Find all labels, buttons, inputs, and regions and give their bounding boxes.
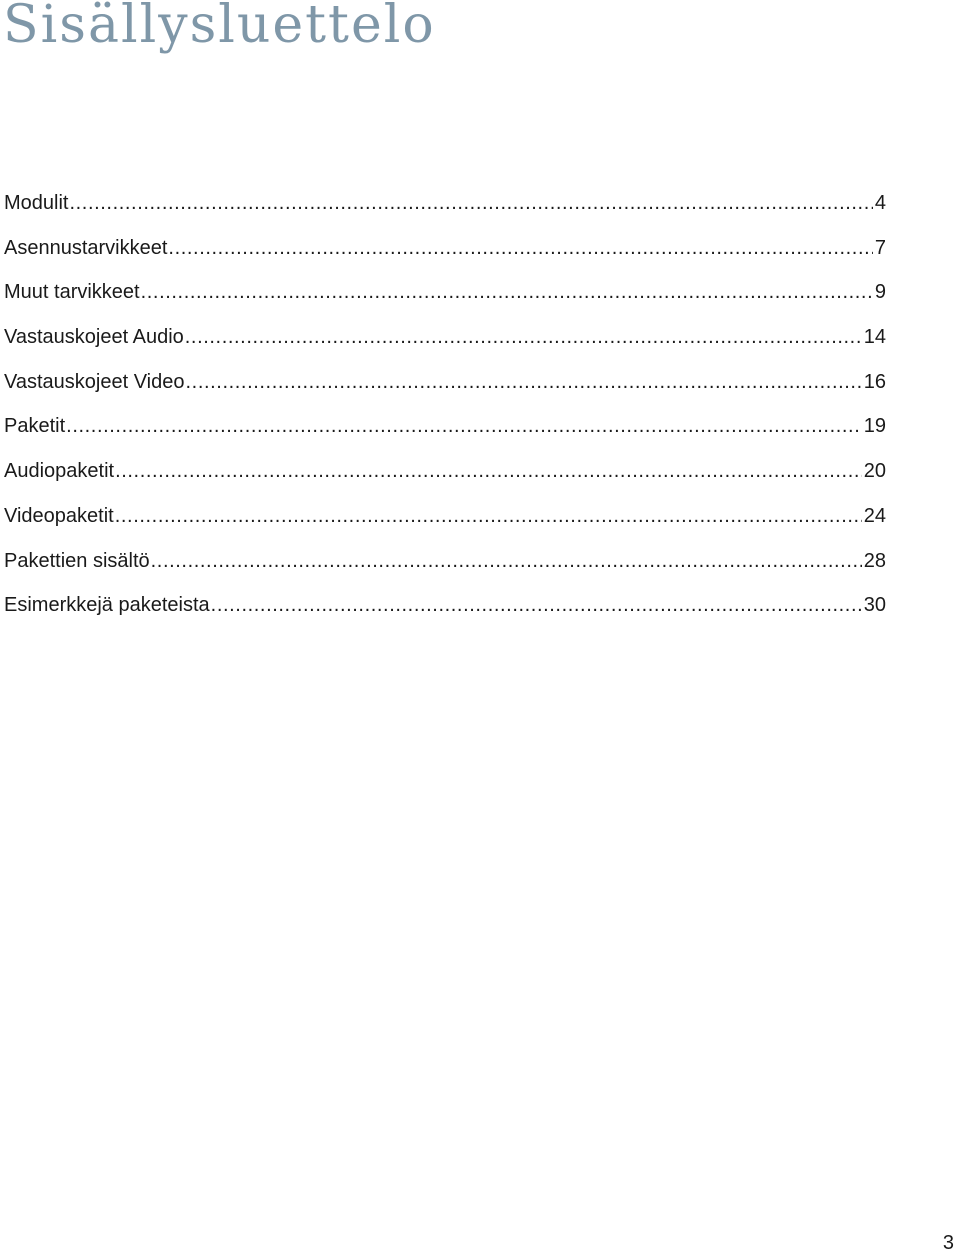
toc-entry-audiopaketit[interactable] <box>4 449 886 494</box>
table-of-contents <box>4 181 886 628</box>
page-number: 3 <box>942 1232 954 1254</box>
toc-entry-label: Muut tarvikkeet <box>4 281 140 304</box>
page-title: Sisällysluettelo <box>3 0 436 55</box>
toc-entry-pakettien-sisalto[interactable] <box>4 539 886 584</box>
toc-entry-page: 28 <box>863 549 886 572</box>
toc-entry-paketit[interactable] <box>4 404 886 449</box>
toc-entry-page: 16 <box>863 370 886 393</box>
toc-entry-modulit[interactable] <box>4 181 886 226</box>
toc-entry-label: Paketit <box>4 415 66 438</box>
toc-dot-leader <box>66 404 862 449</box>
toc-entry-page: 7 <box>874 236 886 259</box>
toc-entry-label: Pakettien sisältö <box>4 549 150 572</box>
toc-entry-label: Vastauskojeet Audio <box>4 326 184 349</box>
toc-entry-label: Esimerkkejä paketeista <box>4 594 210 617</box>
toc-dot-leader <box>168 226 872 271</box>
toc-dot-leader <box>211 583 862 628</box>
toc-entry-vastauskojeet-audio[interactable] <box>4 315 886 360</box>
toc-entry-page: 24 <box>863 504 886 527</box>
toc-dot-leader <box>185 315 862 360</box>
toc-entry-page: 30 <box>863 594 886 617</box>
toc-entry-page: 4 <box>874 192 886 214</box>
toc-dot-leader <box>141 270 873 315</box>
toc-entry-vastauskojeet-video[interactable] <box>4 360 886 405</box>
toc-entry-muut-tarvikkeet[interactable] <box>4 270 886 315</box>
toc-entry-page: 20 <box>863 460 886 483</box>
toc-entry-page: 19 <box>863 415 886 438</box>
toc-dot-leader <box>115 494 862 539</box>
toc-entry-label: Vastauskojeet Video <box>4 370 185 393</box>
toc-entry-page: 14 <box>863 326 886 349</box>
toc-entry-esimerkkeja-paketeista[interactable] <box>4 583 886 628</box>
toc-entry-label: Audiopaketit <box>4 460 115 483</box>
toc-dot-leader <box>186 360 862 405</box>
toc-entry-label: Modulit <box>4 192 69 214</box>
toc-entry-label: Asennustarvikkeet <box>4 236 168 259</box>
toc-dot-leader <box>115 449 862 494</box>
toc-entry-page: 9 <box>874 281 886 304</box>
toc-dot-leader <box>151 539 862 584</box>
toc-entry-asennustarvikkeet[interactable] <box>4 226 886 271</box>
toc-entry-videopaketit[interactable] <box>4 494 886 539</box>
toc-dot-leader <box>69 181 872 226</box>
toc-entry-label: Videopaketit <box>4 504 114 527</box>
